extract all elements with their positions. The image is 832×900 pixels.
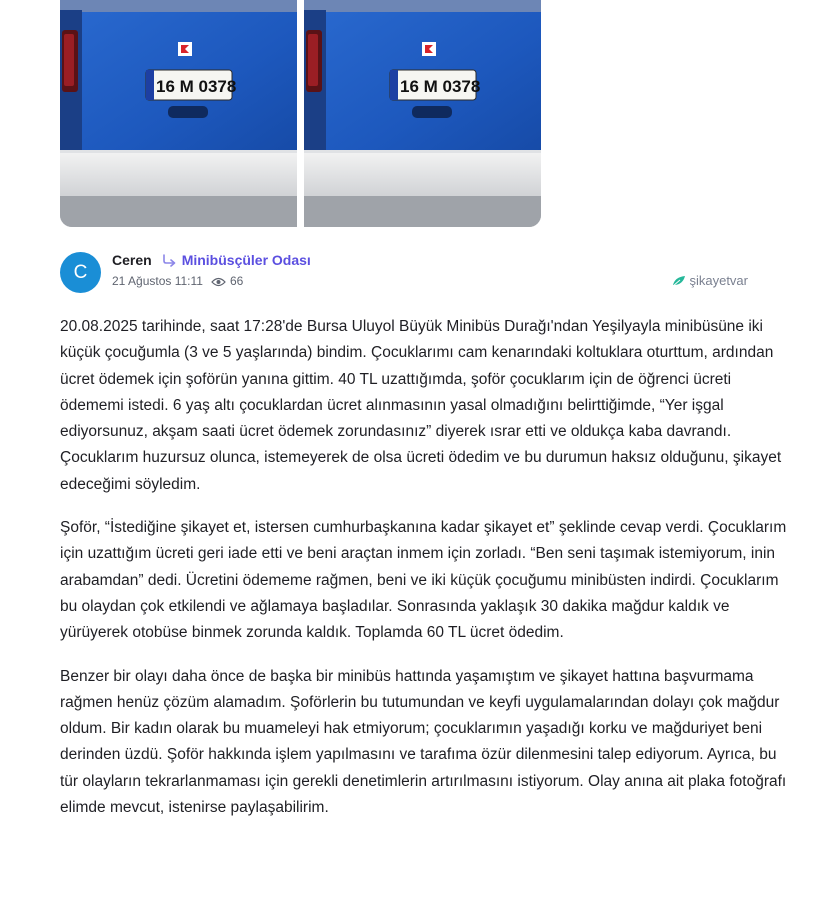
avatar[interactable]: C xyxy=(60,252,101,293)
eye-icon xyxy=(211,276,226,286)
complaint-photo-2[interactable] xyxy=(304,0,541,227)
view-count: 66 xyxy=(229,274,244,288)
complaint-photo-1[interactable] xyxy=(60,0,297,227)
plate-text-2: 16 M 0378 xyxy=(400,77,481,96)
brand-name: şikayetvar xyxy=(689,273,748,288)
forward-arrow-icon xyxy=(162,253,178,267)
author-name-line xyxy=(112,252,311,268)
author-name[interactable]: Ceren xyxy=(112,252,152,268)
brand-watermark xyxy=(672,273,748,288)
complaint-date: 21 Ağustos 11:11 xyxy=(112,274,203,288)
bus-rear-image xyxy=(60,0,297,227)
complaint-photos xyxy=(60,0,542,228)
bus-rear-image xyxy=(304,0,541,227)
complaint-paragraph-1: 20.08.2025 tarihinde, saat 17:28'de Bursa Uluyol Büyük Minibüs Durağı'ndan Yeşilyayla minibüsüne iki küçük çocuğumla (3 ve 5 yaşlarında) bindim. Çocuklarımı cam kenarındaki koltuklara oturttum, ardından ücret ödemek için şoförün yanına gittim. 40 TL uzattığımda, şoför çocuklarım için de öğrenci ücreti ödememi istedi. 6 yaş altı çocuklardan ücret alınmasının yasal olmadığını belirttiğimde, “Yer işgal ediyorsunuz, akşam saati ücret ödemek zorundasınız” diyerek ısrar etti ve oldukça kaba davrandı. Çocuklarım huzursuz olunca, istemeyerek de olsa ücreti ödedim ve bu durumun haksız olduğunu, şikayet edeceğimi söyledim. xyxy=(60,318,782,493)
complaint-meta xyxy=(112,274,243,288)
community-link[interactable]: Minibüsçüler Odası xyxy=(181,252,311,268)
complaint-paragraph-2: Şoför, “İstediğine şikayet et, istersen cumhurbaşkanına kadar şikayet et” şeklinde cevap verdi. Çocuklarım için uzattığım ücreti geri iade etti ve beni araçtan inmem için zorladı. “Ben seni taşımak istemiyorum, inin arabamdan” dedi. Ücretini ödememe rağmen, beni ve iki küçük çocuğumu minibüsten indirdi. Çocuklarım bu olaydan çok etkilendi ve ağlamaya başladılar. Sonrasında yaklaşık 30 dakika mağdur kaldık ve yürüyerek otobüse binmek zorunda kaldık. Toplamda 60 TL ücret ödedim. xyxy=(60,519,787,642)
complaint-paragraph-3: Benzer bir olayı daha önce de başka bir minibüs hattında yaşamıştım ve şikayet hattına başvurmama rağmen henüz çözüm alamadım. Şoförlerin bu tutumundan ve keyfi uygulamalarından dolayı çok mağdur oldum. Bir kadın olarak bu muameleyi hak etmiyorum; çocuklarımın yaşadığı korku ve mağduriyet beni derinden üzdü. Şoför hakkında işlem yapılmasını ve tarafıma özür dilenmesini talep ediyorum. Ayrıca, bu tür olayların tekrarlanmaması için gerekli denetimlerin artırılmasını istiyorum. Olay anına ait plaka fotoğrafı elimde mevcut, istenirse paylaşabilirim. xyxy=(60,667,787,817)
complaint-body xyxy=(60,314,792,838)
complaint-author-row xyxy=(60,250,752,296)
plate-text-1: 16 M 0378 xyxy=(156,77,237,96)
brand-leaf-icon xyxy=(672,275,686,287)
